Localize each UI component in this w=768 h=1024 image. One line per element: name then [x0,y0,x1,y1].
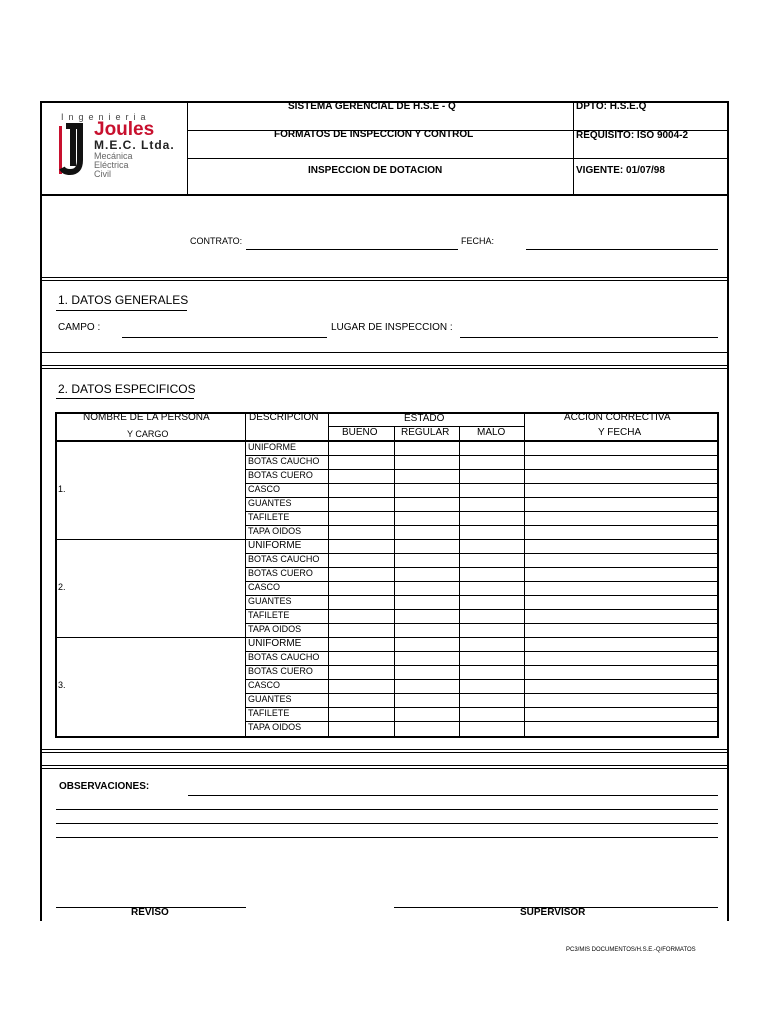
item-label: TAFILETE [248,512,290,522]
logo-top-line: Ingenieria [61,112,151,122]
table-row[interactable] [329,511,718,525]
item-label: BOTAS CAUCHO [248,652,320,662]
table-row[interactable] [329,693,718,707]
item-label: TAPA OIDOS [248,722,302,732]
table-row[interactable] [329,497,718,511]
table-row[interactable] [329,553,718,567]
col-name-header-1: NOMBRE DE LA PERSONA [83,412,210,423]
item-label: GUANTES [248,498,292,508]
header-system-title: SISTEMA GERENCIAL DE H.S.E - Q [288,101,456,112]
campo-field[interactable] [122,337,327,338]
item-label: UNIFORME [248,540,302,551]
col-bueno-header: BUENO [342,427,378,438]
contrato-field[interactable] [246,249,458,250]
person-number: 2. [58,582,66,592]
supervisor-label: SUPERVISOR [520,907,586,918]
header-formats-title: FORMATOS DE INSPECCION Y CONTROL [274,129,474,140]
logo-line2: Eléctrica [94,160,129,170]
header-requisito: REQUISITO: ISO 9004-2 [576,130,689,141]
table-row[interactable] [329,441,718,455]
header-dpto: DPTO: H.S.E.Q [576,101,647,112]
reviso-label: REVISO [131,907,169,918]
item-label: CASCO [248,484,281,494]
item-label: UNIFORME [248,638,302,649]
item-label: TAFILETE [248,610,290,620]
col-estado-header: ESTADO [404,413,445,424]
table-row[interactable] [329,609,718,623]
table-row[interactable] [329,679,718,693]
item-label: GUANTES [248,596,292,606]
col-malo-header: MALO [477,427,506,438]
item-label: TAPA OIDOS [248,624,302,634]
logo-j-mark-icon [56,122,86,178]
item-label: TAPA OIDOS [248,526,302,536]
section2-title: 2. DATOS ESPECIFICOS [58,382,196,396]
item-label: BOTAS CAUCHO [248,554,320,564]
table-row[interactable] [329,567,718,581]
table-row[interactable] [329,665,718,679]
item-label: TAFILETE [248,708,290,718]
contrato-label: CONTRATO: [190,236,243,246]
item-label: UNIFORME [248,442,296,452]
col-accion-header-2: Y FECHA [598,427,642,438]
table-row[interactable] [329,651,718,665]
observaciones-line-3[interactable] [56,823,718,824]
item-label: BOTAS CUERO [248,666,313,676]
col-accion-header-1: ACCION CORRECTIVA [564,412,671,423]
fecha-field[interactable] [526,249,718,250]
header-vigente: VIGENTE: 01/07/98 [576,165,665,176]
logo-company: M.E.C. Ltda. [94,138,175,152]
company-logo [56,112,181,182]
col-name-header-2: Y CARGO [127,429,169,439]
logo-line1: Mecánica [94,151,133,161]
logo-line3: Civil [94,169,111,179]
table-row[interactable] [329,707,718,721]
item-label: BOTAS CAUCHO [248,456,320,466]
table-row[interactable] [329,623,718,637]
header-doc-title: INSPECCION DE DOTACION [308,165,443,176]
table-row[interactable] [329,469,718,483]
observaciones-line-4[interactable] [56,837,718,838]
table-row[interactable] [329,483,718,497]
campo-label: CAMPO : [58,322,101,333]
item-label: BOTAS CUERO [248,568,313,578]
col-regular-header: REGULAR [401,427,450,438]
lugar-label: LUGAR DE INSPECCION : [331,322,453,333]
item-label: GUANTES [248,694,292,704]
observaciones-line-1[interactable] [188,795,718,796]
table-row[interactable] [329,455,718,469]
col-desc-header: DESCRIPCION [249,412,319,423]
observaciones-line-2[interactable] [56,809,718,810]
fecha-label: FECHA: [461,236,495,246]
logo-brand: Joules [94,119,155,140]
person-number: 1. [58,484,66,494]
table-row[interactable] [329,721,718,735]
section1-title: 1. DATOS GENERALES [58,293,189,307]
table-row[interactable] [329,595,718,609]
table-row[interactable] [329,581,718,595]
observaciones-label: OBSERVACIONES: [59,781,150,792]
item-label: CASCO [248,582,281,592]
table-row[interactable] [329,637,718,651]
footer-path: PC3/MIS DOCUMENTOS/H.S.E.-Q/FORMATOS [566,947,696,953]
item-label: CASCO [248,680,281,690]
person-number: 3. [58,680,66,690]
lugar-field[interactable] [460,337,718,338]
table-row[interactable] [329,539,718,553]
item-label: BOTAS CUERO [248,470,313,480]
table-row[interactable] [329,525,718,539]
